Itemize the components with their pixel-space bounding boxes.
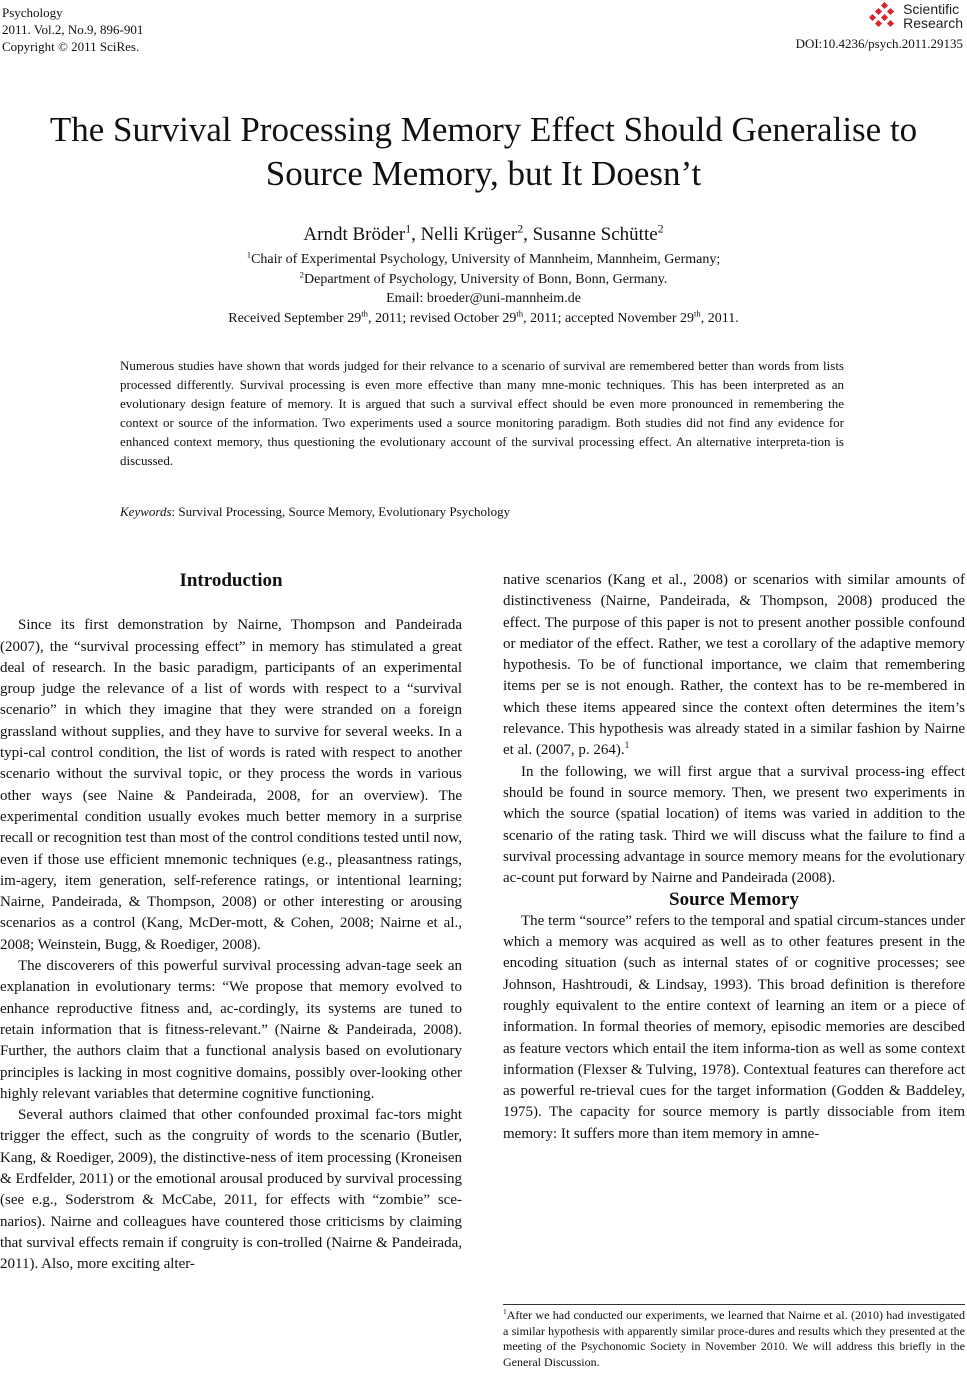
journal-info [2, 4, 143, 55]
author-list: Arndt Bröder$^1$, Nelli Krüger$^2$, Susanne Schütte$^2$ [303, 222, 664, 245]
affiliation-1: $^1$Chair of Experimental Psychology, University of Mannheim, Mannheim, Germany; [246, 249, 721, 267]
title-line-2: Source Memory, but It Doesn’t [265, 154, 702, 193]
abstract: Numerous studies have shown that words judged for their relvance to a scenario of survival are remembered better than words from lists processed differently. Survival processing is even more effective than many mne-monic techniques. This has been interpreted as an evolutionary design feature of memory. It is argued that such a survival effect should be even more pronounced in remembering the context or source of the information. Two experiments used a source monitoring paradigm. Both studies did not find any evidence for enhanced context memory, thus questioning the evolutionary account of the survival processing effect. An alternative interpreta-tion is discussed. [120, 358, 844, 468]
paragraph: Since its first demonstration by Nairne, Thompson and Pandeirada (2007), the “survival processing effect” in memory has stimulated a great deal of research. In the basic paradigm, participants of an experimental group judge the relevance of a list of words with respect to a “survival scenario” in which they imagine that they were stranded on a foreign grassland without supplies, and they have to survive for several weeks. In a typi-cal control condition, the list of words is rated with respect to another scenario without the survival topic, or they process the words in various other ways (see Naine & Pandeirada, 2008, for an overview). The experimental condition usually evokes much better memory in a surprise recall or recognition test than most of the control conditions tested until now, even if those use efficient mnemonic techniques (e.g., pleasantness ratings, im-agery, item generation, self-reference ratings, or intentional learning; Nairne, Pandeirada, & Thompson, 2008) or other interesting or arousing scenarios as a control (Kang, McDer-mott, & Cohen, 2008; Nairne et al., 2008; Weinstein, Bugg, & Roediger, 2008). [0, 617, 462, 953]
keywords-label: Keywords [120, 504, 172, 519]
email: Email: broeder@uni-mannheim.de [386, 291, 581, 306]
copyright: Copyright © 2011 SciRes. [2, 39, 140, 54]
scientific-research-logo [796, 2, 963, 30]
section-heading-introduction: Introduction [179, 570, 283, 591]
paragraph: native scenarios (Kang et al., 2008) or scenarios with similar amounts of distinctiveness (Nairne, Pandeirada, & Thompson, 2008) produced the effect. The purpose of this paper is not to present another possible confound or mediator of the effect. Rather, we test a corollary of the adaptive memory hypothesis. To be of functional importance, we claim that remembering items per se is not enough. Rather, the context has to be re-membered in which these items appeared since the context often determines the item’s relevance. This hypothesis was already stated in a similar fashion by Nairne et al. (2007, p. 264).$^1$ [503, 572, 965, 759]
paragraph: The discoverers of this powerful survival processing advan-tage seek an explanation in evolutionary terms: “We propose that memory evolved to enhance reproductive fitness and, ac-cordingly, its systems are tuned to retain information that is fitness-relevant.” (Nairne & Pandeirada, 2008). Further, the authors claim that a functional analysis based on evolutionary principles is lacking in most cognitive domains, possibly over-looking other highly relevant variables that determine cognitive functioning. [0, 958, 462, 1102]
footnote-number: 1 [503, 1307, 507, 1316]
publisher-info [796, 2, 963, 52]
right-column [503, 570, 965, 1145]
affiliation-2: $^2$Department of Psychology, University of Bonn, Bonn, Germany. [299, 268, 668, 287]
title-line-1: The Survival Processing Memory Effect Should Generalise to [49, 110, 918, 149]
logo-diamond-icon [869, 2, 899, 30]
author-affiliation-mark: 1 [405, 222, 412, 236]
author-name: Arndt Bröder [303, 224, 406, 245]
left-column [0, 570, 462, 1276]
journal-name: Psychology [2, 5, 63, 20]
author-affiliation-mark: 2 [517, 222, 524, 236]
journal-volume: 2011. Vol.2, No.9, 896-901 [2, 22, 144, 37]
footnote-marker: 1 [624, 741, 630, 752]
author-name: Nelli Krüger [420, 224, 518, 245]
doi: DOI:10.4236/psych.2011.29135 [795, 36, 963, 51]
paragraph: The term “source” refers to the temporal and spatial circum-stances under which a memory was acquired as well as to other features present in the encoding situation (such as internal states of or cognitive processes; see Johnson, Hashtroudi, & Lindsay, 1993). This broad definition is therefore roughly equivalent to the entire context of learning an item or a piece of information. In formal theories of memory, episodic memories are descibed as feature vectors which entail the item informa-tion as well as some context information (Flexser & Tulving, 1978). Contextual features can therefore act as powerful re-trieval cues for the target information (Godden & Baddeley, 1975). The capacity for source memory is partly dissociable from item memory: It suffers more than item memory in amne- [503, 912, 965, 1142]
footnote: $^1$After we had conducted our experiments, we learned that Nairne et al. (2010) had investigated a similar hypothesis with apparently similar proce-dures and results which they presented at the meeting of the Psychonomic Society in November 2010. We will address this briefly in the General Discussion. [503, 1304, 965, 1370]
affiliations [0, 250, 967, 328]
paper-title [0, 108, 967, 196]
dates: Received September 29th, 2011; revised October 29th, 2011; accepted November 29th, 2011. [228, 307, 739, 326]
keywords: Keywords: Survival Processing, Source Memory, Evolutionary Psychology [120, 504, 511, 519]
paragraph: In the following, we will first argue that a survival process-ing effect should be found in source memory. Then, we present two experiments in which the source (spatial location) of items was varied in addition to the scenario of the rating task. Third we will discuss what the failure to find a survival processing advantage in source memory means for the evolutionary ac-count put forward by Nairne and Pandeirada (2008). [503, 763, 965, 887]
author-affiliation-mark: 2 [657, 222, 664, 236]
paragraph: Several authors claimed that other confounded proximal fac-tors might trigger the effect, such as the congruity of words to the scenario (Butler, Kang, & Roediger, 2009), the distinctive-ness of item processing (Kroneisen & Erdfelder, 2011) or the emotional arousal produced by survival processing (see e.g., Soderstrom & McCabe, 2011, for effects with “zombie” sce-narios). Nairne and colleagues have countered those criticisms by claiming that survival effects remain if congruity is con-trolled (Nairne & Pandeirada, 2011). Also, more exciting alter- [0, 1107, 462, 1273]
logo-text: Scientific Research [903, 1, 963, 31]
section-heading-source-memory: Source Memory [669, 889, 799, 911]
author-name: Susanne Schütte [532, 224, 658, 245]
